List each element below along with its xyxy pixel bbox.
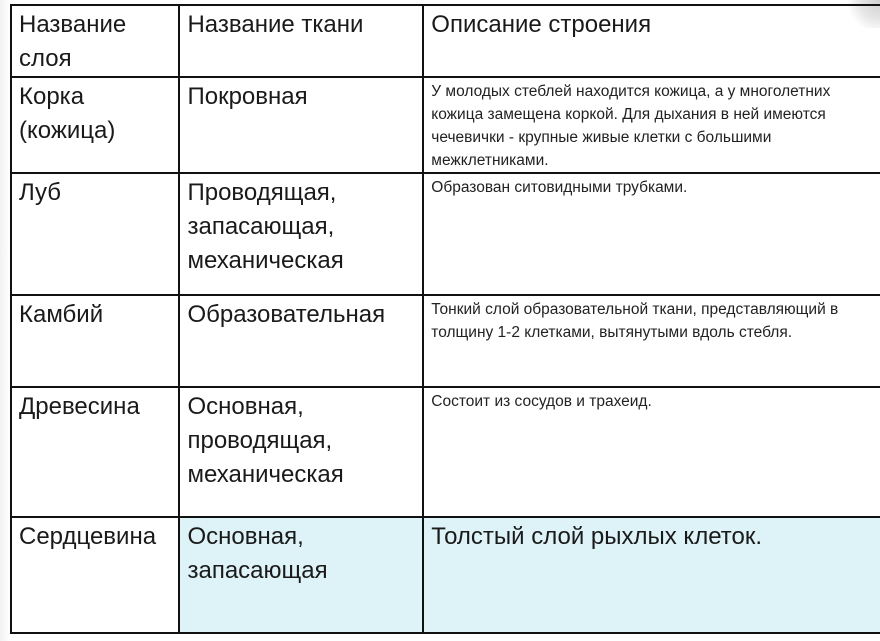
cell-tissue: Покровная <box>179 77 423 173</box>
page-edge-shade <box>0 0 10 641</box>
stem-layers-table <box>10 4 880 634</box>
table-row <box>11 517 880 633</box>
header-tissue-name: Название ткани <box>179 5 423 77</box>
table-row <box>11 77 880 173</box>
table-row <box>11 295 880 387</box>
cell-description: Тонкий слой образовательной ткани, представляющий в толщину 1-2 клетками, вытянутыми вдоль стебля. <box>423 295 880 387</box>
cell-tissue: Основная, проводящая, механическая <box>179 387 423 517</box>
cell-tissue: Основная, запасающая <box>179 517 423 633</box>
cell-description: Толстый слой рыхлых клеток. <box>423 517 880 633</box>
cell-description: У молодых стеблей находится кожица, а у многолетних кожица замещена коркой. Для дыхания в ней имеются чечевички - крупные живые клетки с большими межклетниками. <box>423 77 880 173</box>
cell-layer: Луб <box>11 173 179 295</box>
cell-description: Образован ситовидными трубками. <box>423 173 880 295</box>
cell-layer: Сердцевина <box>11 517 179 633</box>
header-layer-name: Название слоя <box>11 5 179 77</box>
header-structure-description: Описание строения <box>423 5 880 77</box>
cell-tissue: Проводящая, запасающая, механическая <box>179 173 423 295</box>
table-header-row <box>11 5 880 77</box>
table-row <box>11 173 880 295</box>
cell-layer: Корка (кожица) <box>11 77 179 173</box>
table-row <box>11 387 880 517</box>
cell-tissue: Образовательная <box>179 295 423 387</box>
cell-layer: Древесина <box>11 387 179 517</box>
cell-layer: Камбий <box>11 295 179 387</box>
cell-description: Состоит из сосудов и трахеид. <box>423 387 880 517</box>
